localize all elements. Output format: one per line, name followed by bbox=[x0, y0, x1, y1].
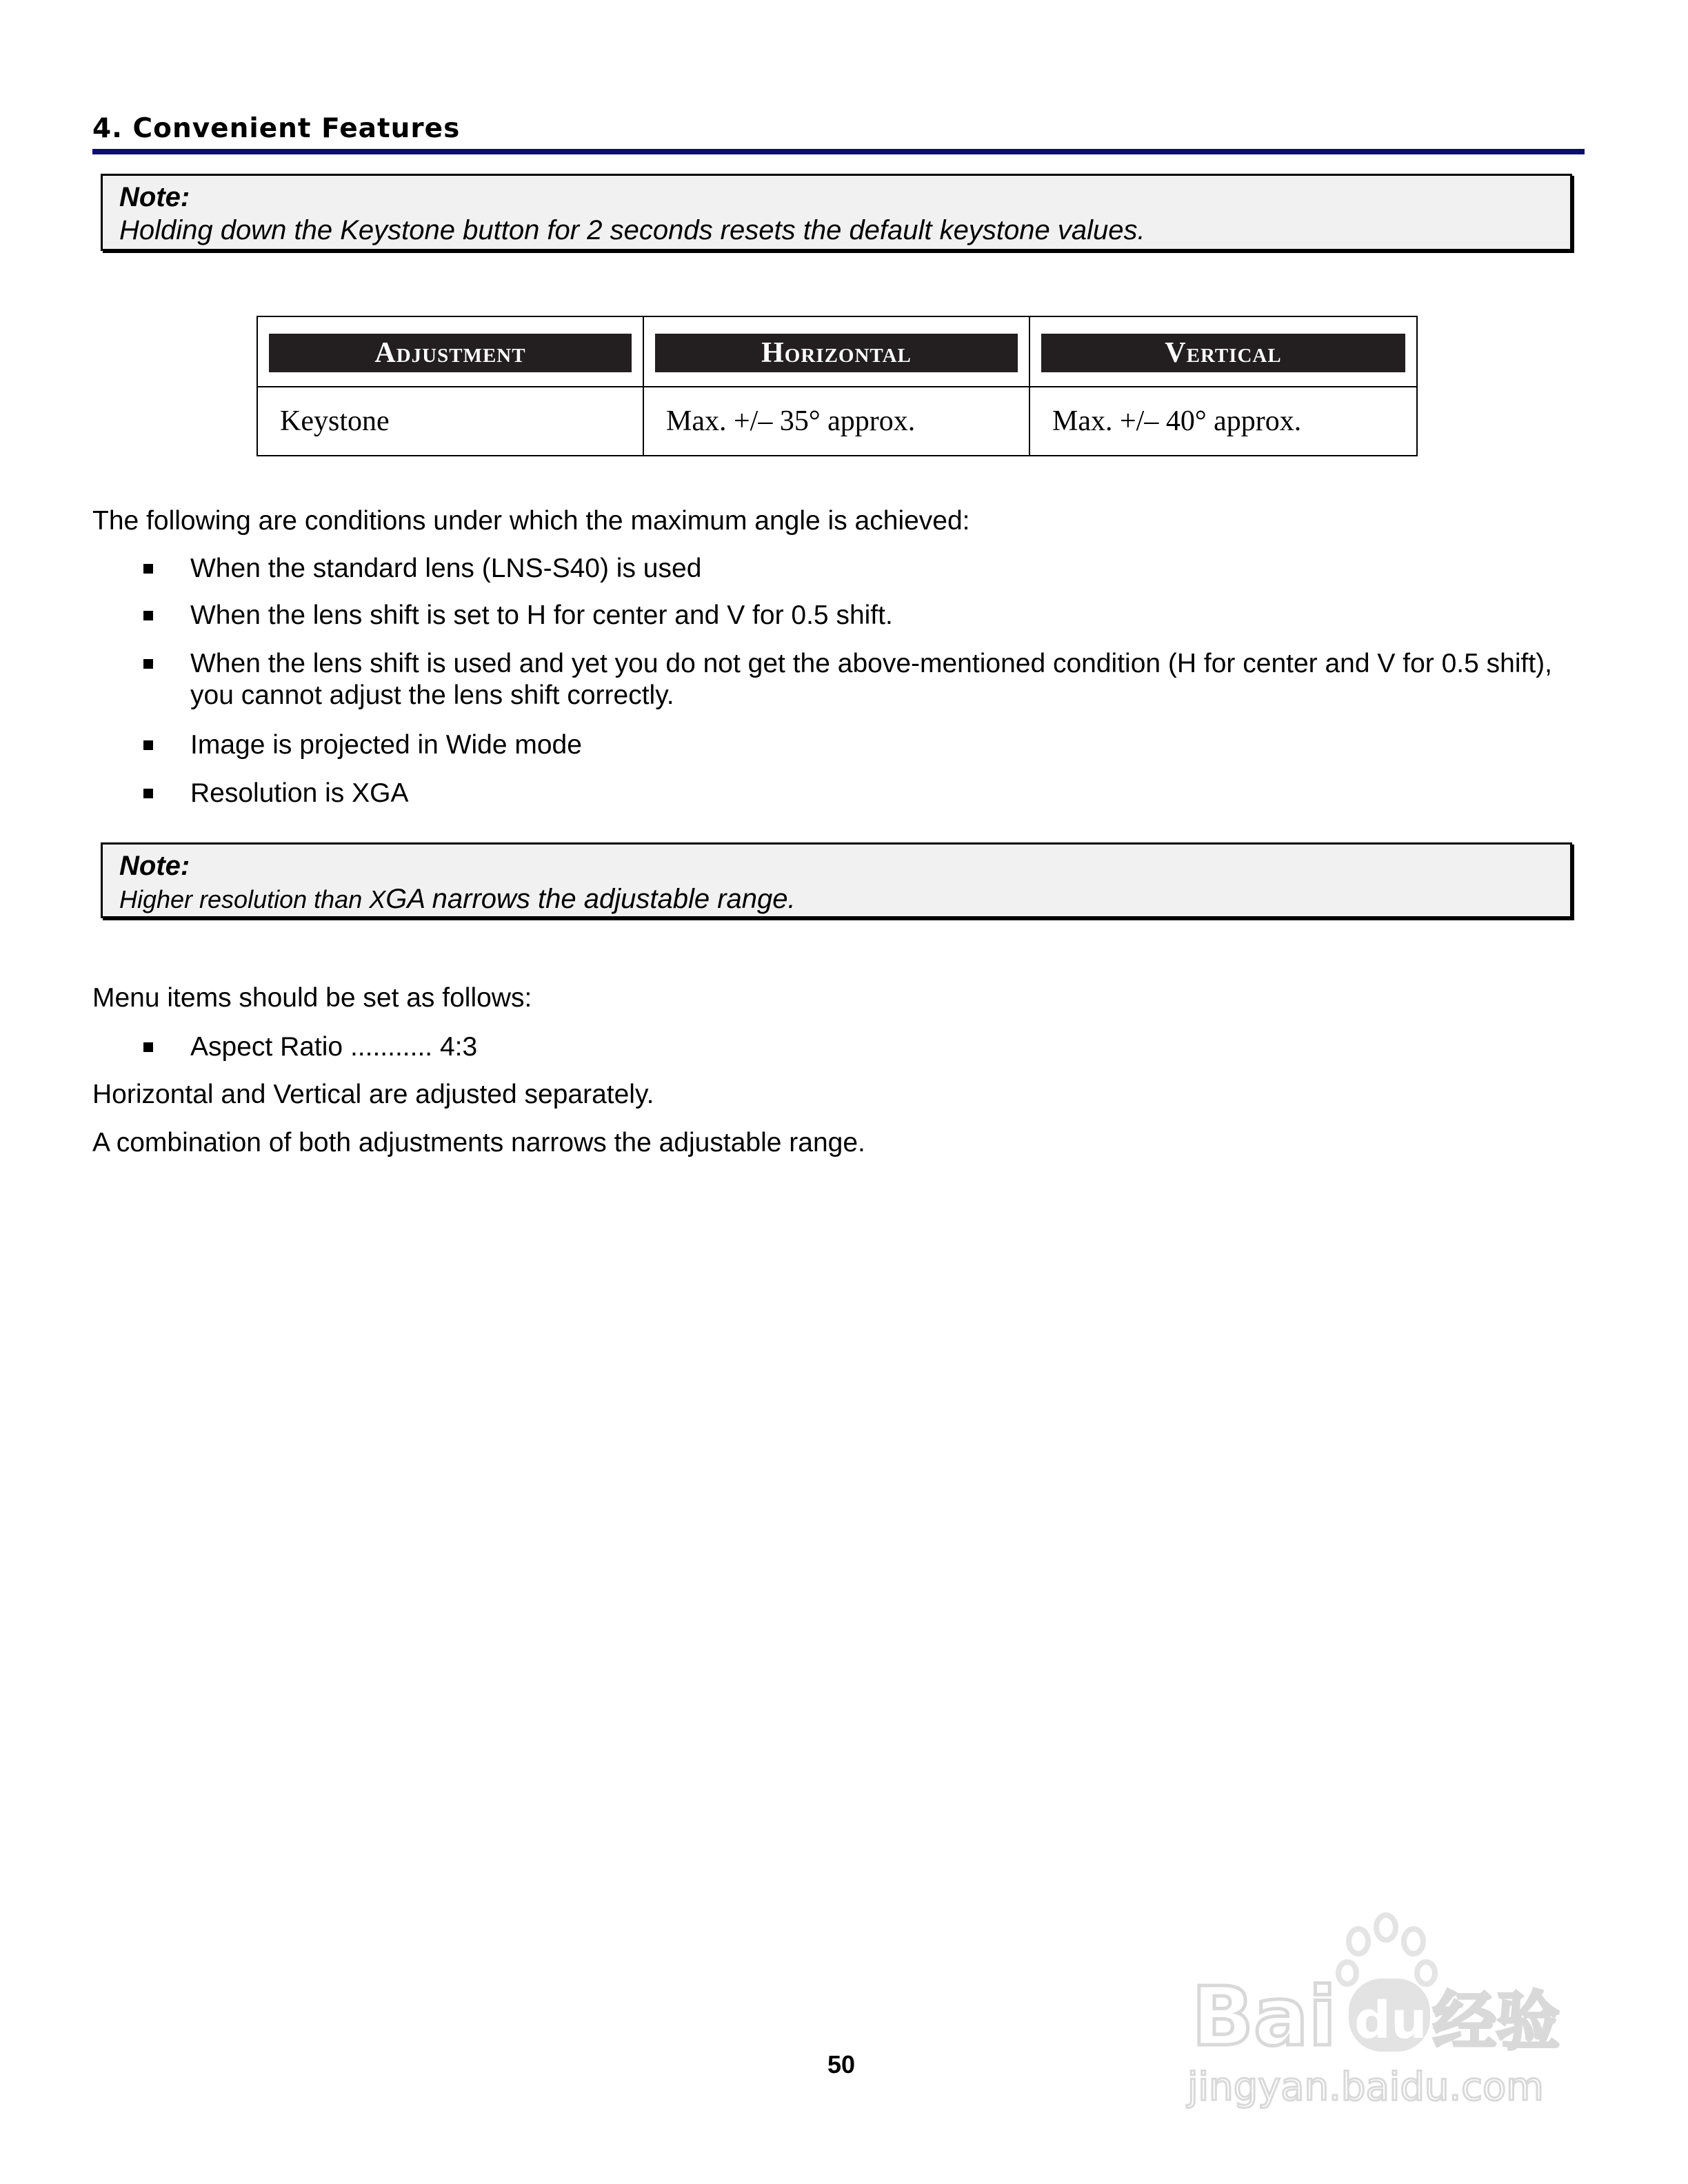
bullet-marker bbox=[143, 1042, 153, 1052]
svg-text:Bai: Bai bbox=[1192, 1969, 1337, 2064]
page-number: 50 bbox=[827, 2050, 856, 2079]
header-vertical-label: Vertical bbox=[1041, 334, 1405, 372]
section-heading: 4. Convenient Features bbox=[92, 113, 461, 144]
bullet-marker bbox=[143, 564, 153, 574]
svg-text:经验: 经验 bbox=[1433, 1985, 1560, 2059]
bullet-marker bbox=[143, 659, 153, 669]
list-item: Resolution is XGA bbox=[190, 778, 409, 808]
closing-line-1: Horizontal and Vertical are adjusted separately. bbox=[92, 1080, 654, 1109]
keystone-table bbox=[257, 316, 1418, 456]
bullet-marker bbox=[143, 611, 153, 620]
header-horizontal bbox=[643, 316, 1029, 387]
list-item: When the standard lens (LNS-S40) is used bbox=[190, 554, 702, 583]
bullet-marker bbox=[143, 789, 153, 798]
heading-rule bbox=[92, 149, 1585, 154]
table-row bbox=[257, 387, 1417, 456]
cell-adjustment: Keystone bbox=[257, 387, 643, 456]
header-adjustment bbox=[257, 316, 643, 387]
note-text-part2: GA narrows the adjustable range. bbox=[385, 884, 796, 914]
menu-intro: Menu items should be set as follows: bbox=[92, 983, 532, 1013]
note-label: Note: bbox=[119, 182, 190, 212]
list-item: When the lens shift is used and yet you do not get the above-mentioned condition (H for center and V for 0.5 shift), you cannot adjust the lens shift correctly. bbox=[190, 649, 1552, 710]
note-text bbox=[119, 882, 1554, 917]
svg-text:jingyan.baidu.com: jingyan.baidu.com bbox=[1187, 2065, 1544, 2110]
note-text-part1: Higher resolution than X bbox=[119, 885, 386, 913]
note-label: Note: bbox=[119, 851, 190, 881]
list-item: When the lens shift is set to H for center and V for 0.5 shift. bbox=[190, 600, 893, 630]
baidu-watermark bbox=[1185, 1907, 1585, 2114]
cell-vertical: Max. +/– 40° approx. bbox=[1029, 387, 1417, 456]
cell-horizontal: Max. +/– 35° approx. bbox=[643, 387, 1029, 456]
list-item: Image is projected in Wide mode bbox=[190, 730, 582, 760]
header-vertical bbox=[1029, 316, 1417, 387]
table-header-row bbox=[257, 316, 1417, 387]
note-box-resolution bbox=[101, 842, 1572, 918]
header-adjustment-label: Adjustment bbox=[269, 334, 632, 372]
closing-line-2: A combination of both adjustments narrows the adjustable range. bbox=[92, 1128, 865, 1157]
svg-text:du: du bbox=[1354, 1991, 1427, 2050]
conditions-intro: The following are conditions under which the maximum angle is achieved: bbox=[92, 506, 970, 536]
bullet-marker bbox=[143, 740, 153, 750]
note-box-keystone-reset bbox=[101, 174, 1572, 251]
header-horizontal-label: Horizontal bbox=[655, 334, 1018, 372]
note-text: Holding down the Keystone button for 2 seconds resets the default keystone values. bbox=[119, 215, 1145, 245]
list-item: Aspect Ratio ........... 4:3 bbox=[190, 1032, 478, 1062]
